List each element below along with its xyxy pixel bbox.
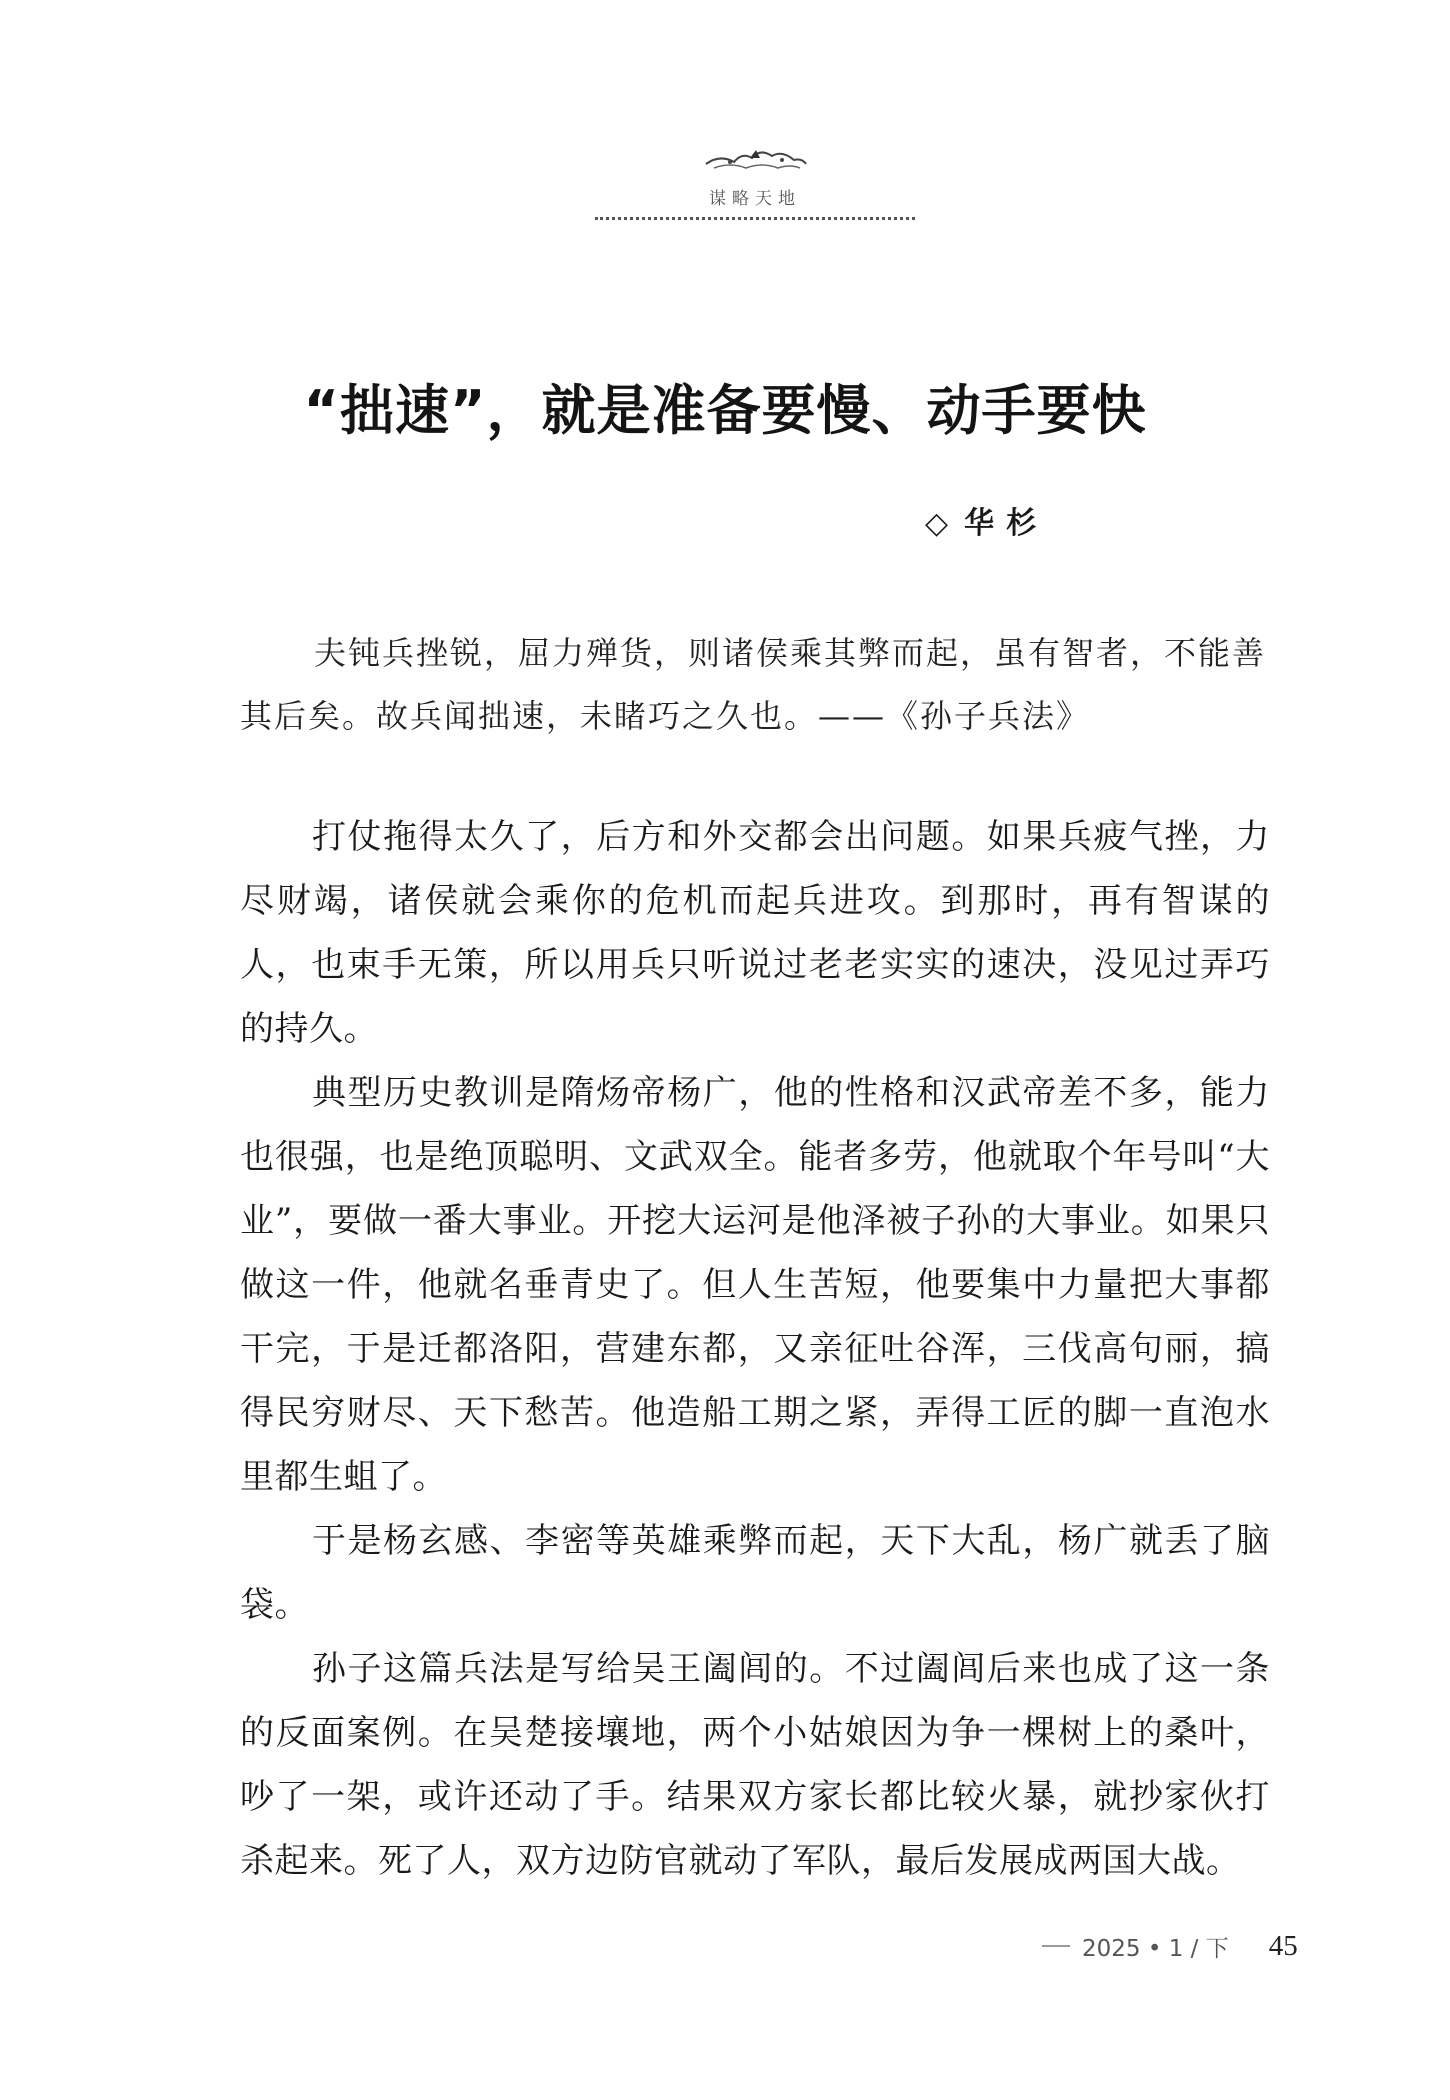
body-paragraph: 典型历史教训是隋炀帝杨广，他的性格和汉武帝差不多，能力也很强，也是绝顶聪明、文武双全。能者多劳，他就取个年号叫“大业”，要做一番大事业。开挖大运河是他泽被子孙的大事业。如果只做这一件，他就名垂青史了。但人生苦短，他要集中力量把大事都干完，于是迁都洛阳，营建东都，又亲征吐谷浑，三伐高句丽，搞得民穷财尽、天下愁苦。他造船工期之紧，弄得工匠的脚一直泡水里都生蛆了。 (240, 1073, 1270, 1497)
epigraph-quote: 夫钝兵挫锐，屈力殚货，则诸侯乘其弊而起，虽有智者，不能善其后矣。故兵闻拙速，未睹巧之久也。——《孙子兵法》 (240, 634, 1267, 735)
diamond-icon: ◇ (925, 506, 961, 541)
page-number: 45 (1268, 1929, 1298, 1962)
dotted-divider (595, 217, 915, 220)
page-footer (1042, 1926, 1298, 1966)
flying-bird-ornament-icon (700, 140, 810, 180)
article-body (240, 805, 1270, 1893)
body-paragraph: 打仗拖得太久了，后方和外交都会出问题。如果兵疲气挫，力尽财竭，诸侯就会乘你的危机而起兵进攻。到那时，再有智谋的人，也束手无策，所以用兵只听说过老老实实的速决，没见过弄巧的持久。 (240, 817, 1270, 1049)
author-line (925, 498, 1048, 542)
author-name: 华杉 (964, 506, 1049, 541)
footer-rule (1042, 1945, 1070, 1947)
issue-label: 2025 • 1 / 下 (1082, 1935, 1229, 1962)
body-paragraph: 于是杨玄感、李密等英雄乘弊而起，天下大乱，杨广就丢了脑袋。 (240, 1521, 1270, 1625)
article-title: “拙速”，就是准备要慢、动手要快 (303, 379, 1147, 442)
column-label: 谋略天地 (709, 189, 801, 209)
column-header (590, 140, 920, 220)
body-paragraph: 孙子这篇兵法是写给吴王阖闾的。不过阖闾后来也成了这一条的反面案例。在吴楚接壤地，两个小姑娘因为争一棵树上的桑叶，吵了一架，或许还动了手。结果双方家长都比较火暴，就抄家伙打杀起来。死了人，双方边防官就动了军队，最后发展成两国大战。 (240, 1649, 1270, 1881)
